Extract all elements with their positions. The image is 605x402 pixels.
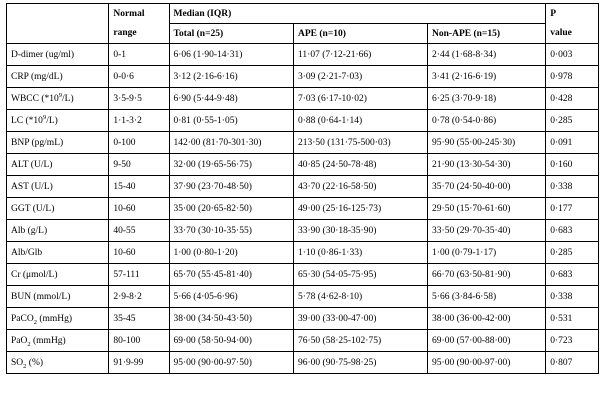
row-label-text: PaCO (11, 313, 34, 324)
row-total-median: 5·66 (4·05-6·96) (169, 286, 294, 308)
table-row (7, 44, 599, 66)
header-row-1 (7, 4, 599, 24)
row-ape-median: 76·50 (58·25-102·75) (294, 330, 428, 352)
row-ape-median: 43·70 (22·16-58·50) (294, 176, 428, 198)
row-p-value: 0·723 (546, 330, 599, 352)
row-label: CRP (mg/dL) (7, 66, 109, 88)
row-label: BNP (pg/mL) (7, 132, 109, 154)
row-ape-median: 7·03 (6·17-10·02) (294, 88, 428, 110)
row-label-text: LC (*10 (11, 115, 43, 126)
header-normal-range-bottom: range (109, 24, 169, 44)
row-p-value: 0·338 (546, 176, 599, 198)
table-row (7, 220, 599, 242)
row-ape-median: 213·50 (131·75-500·03) (294, 132, 428, 154)
row-label: Cr (μmol/L) (7, 264, 109, 286)
row-normal-range: 0-100 (109, 132, 169, 154)
row-label: BUN (mmol/L) (7, 286, 109, 308)
row-total-median: 35·00 (20·65-82·50) (169, 198, 294, 220)
row-label (7, 110, 109, 132)
row-p-value: 0·160 (546, 154, 599, 176)
table-row (7, 352, 599, 374)
row-label: GGT (U/L) (7, 198, 109, 220)
row-p-value: 0·978 (546, 66, 599, 88)
row-normal-range: 35-45 (109, 308, 169, 330)
row-total-median: 0·81 (0·55-1·05) (169, 110, 294, 132)
row-p-value: 0·091 (546, 132, 599, 154)
row-non-ape-median: 66·70 (63·50-81·90) (428, 264, 546, 286)
header-normal-range-top: Normal (109, 4, 169, 24)
row-non-ape-median: 95·00 (90·00-97·00) (428, 352, 546, 374)
row-ape-median: 3·09 (2·21-7·03) (294, 66, 428, 88)
row-p-value: 0·531 (546, 308, 599, 330)
row-ape-median: 39·00 (33·00-47·00) (294, 308, 428, 330)
row-non-ape-median: 21·90 (13·30-54·30) (428, 154, 546, 176)
row-p-value: 0·285 (546, 110, 599, 132)
row-total-median: 65·70 (55·45-81·40) (169, 264, 294, 286)
row-label-text: PaO (11, 335, 28, 346)
row-label-unit: /L) (62, 93, 74, 104)
row-non-ape-median: 2·44 (1·68-8·34) (428, 44, 546, 66)
row-p-value: 0·003 (546, 44, 599, 66)
row-p-value: 0·338 (546, 286, 599, 308)
row-label: Alb/Glb (7, 242, 109, 264)
table-row (7, 308, 599, 330)
row-non-ape-median: 1·00 (0·79-1·17) (428, 242, 546, 264)
row-normal-range: 1·1-3·2 (109, 110, 169, 132)
row-normal-range: 15-40 (109, 176, 169, 198)
row-ape-median: 11·07 (7·12-21·66) (294, 44, 428, 66)
row-label: ALT (U/L) (7, 154, 109, 176)
table-row (7, 264, 599, 286)
header-blank-cell (7, 4, 109, 24)
row-label (7, 330, 109, 352)
row-total-median: 38·00 (34·50-43·50) (169, 308, 294, 330)
row-label-unit: (%) (26, 357, 44, 368)
row-total-median: 32·00 (19·65-56·75) (169, 154, 294, 176)
row-normal-range: 91·9-99 (109, 352, 169, 374)
header-blank-cell-2 (7, 24, 109, 44)
header-total: Total (n=25) (169, 24, 294, 44)
row-non-ape-median: 29·50 (15·70-61·60) (428, 198, 546, 220)
row-label: AST (U/L) (7, 176, 109, 198)
row-ape-median: 5·78 (4·62-8·10) (294, 286, 428, 308)
header-ape: APE (n=10) (294, 24, 428, 44)
row-non-ape-median: 0·78 (0·54-0·86) (428, 110, 546, 132)
row-non-ape-median: 35·70 (24·50-40·00) (428, 176, 546, 198)
row-ape-median: 0·88 (0·64-1·14) (294, 110, 428, 132)
row-ape-median: 1·10 (0·86-1·33) (294, 242, 428, 264)
row-normal-range: 0-0·6 (109, 66, 169, 88)
row-label-subscript: 2 (27, 340, 31, 348)
row-normal-range: 10-60 (109, 242, 169, 264)
row-p-value: 0·428 (546, 88, 599, 110)
row-p-value: 0·683 (546, 220, 599, 242)
row-label: D-dimer (ug/ml) (7, 44, 109, 66)
row-total-median: 95·00 (90·00-97·50) (169, 352, 294, 374)
row-ape-median: 65·30 (54·05-75·95) (294, 264, 428, 286)
row-p-value: 0·807 (546, 352, 599, 374)
table-row (7, 132, 599, 154)
table-row (7, 88, 599, 110)
row-p-value: 0·285 (546, 242, 599, 264)
row-non-ape-median: 6·25 (3·70-9·18) (428, 88, 546, 110)
row-normal-range: 9-50 (109, 154, 169, 176)
row-label-text: WBCC (*10 (11, 93, 59, 104)
table-row (7, 198, 599, 220)
row-ape-median: 40·85 (24·50-78·48) (294, 154, 428, 176)
table-row (7, 176, 599, 198)
row-normal-range: 40-55 (109, 220, 169, 242)
row-normal-range: 57-111 (109, 264, 169, 286)
row-normal-range: 0-1 (109, 44, 169, 66)
row-label-unit: (mmHg) (36, 313, 73, 324)
row-total-median: 69·00 (58·50-94·00) (169, 330, 294, 352)
row-label-unit: /L) (46, 115, 58, 126)
row-label: Alb (g/L) (7, 220, 109, 242)
header-p-value-top: P (546, 4, 599, 24)
lab-results-table (6, 3, 599, 374)
row-normal-range: 10-60 (109, 198, 169, 220)
table-row (7, 154, 599, 176)
row-normal-range: 80-100 (109, 330, 169, 352)
row-total-median: 6·90 (5·44-9·48) (169, 88, 294, 110)
table-row (7, 242, 599, 264)
row-normal-range: 2·9-8·2 (109, 286, 169, 308)
row-non-ape-median: 95·90 (55·00-245·30) (428, 132, 546, 154)
row-non-ape-median: 38·00 (36·00-42·00) (428, 308, 546, 330)
table-row (7, 286, 599, 308)
table-row (7, 110, 599, 132)
row-label (7, 88, 109, 110)
header-row-2 (7, 24, 599, 44)
row-total-median: 37·90 (23·70-48·50) (169, 176, 294, 198)
row-total-median: 3·12 (2·16-6·16) (169, 66, 294, 88)
row-non-ape-median: 69·00 (57·00-88·00) (428, 330, 546, 352)
row-total-median: 142·00 (81·70-301·30) (169, 132, 294, 154)
row-p-value: 0·177 (546, 198, 599, 220)
header-non-ape: Non-APE (n=15) (428, 24, 546, 44)
row-label-unit: (mmHg) (30, 335, 66, 346)
row-label-superscript: 9 (42, 113, 47, 121)
row-ape-median: 49·00 (25·16-125·73) (294, 198, 428, 220)
row-label-text: SO (11, 357, 24, 368)
row-label (7, 308, 109, 330)
header-median-iqr: Median (IQR) (169, 4, 546, 24)
row-non-ape-median: 3·41 (2·16-6·19) (428, 66, 546, 88)
row-ape-median: 96·00 (90·75-98·25) (294, 352, 428, 374)
row-total-median: 33·70 (30·10-35·55) (169, 220, 294, 242)
row-label-superscript: 9 (58, 91, 63, 99)
table-row (7, 330, 599, 352)
row-ape-median: 33·90 (30·18-35·90) (294, 220, 428, 242)
row-total-median: 1·00 (0·80-1·20) (169, 242, 294, 264)
lab-results-table-container (6, 3, 599, 374)
row-non-ape-median: 5·66 (3·84-6·58) (428, 286, 546, 308)
table-row (7, 66, 599, 88)
row-non-ape-median: 33·50 (29·70-35·40) (428, 220, 546, 242)
row-p-value: 0·683 (546, 264, 599, 286)
row-normal-range: 3·5-9·5 (109, 88, 169, 110)
row-label-subscript: 2 (23, 362, 27, 370)
row-label-subscript: 2 (33, 318, 37, 326)
header-p-value-bottom: value (546, 24, 599, 44)
row-label (7, 352, 109, 374)
row-total-median: 6·06 (1·90-14·31) (169, 44, 294, 66)
